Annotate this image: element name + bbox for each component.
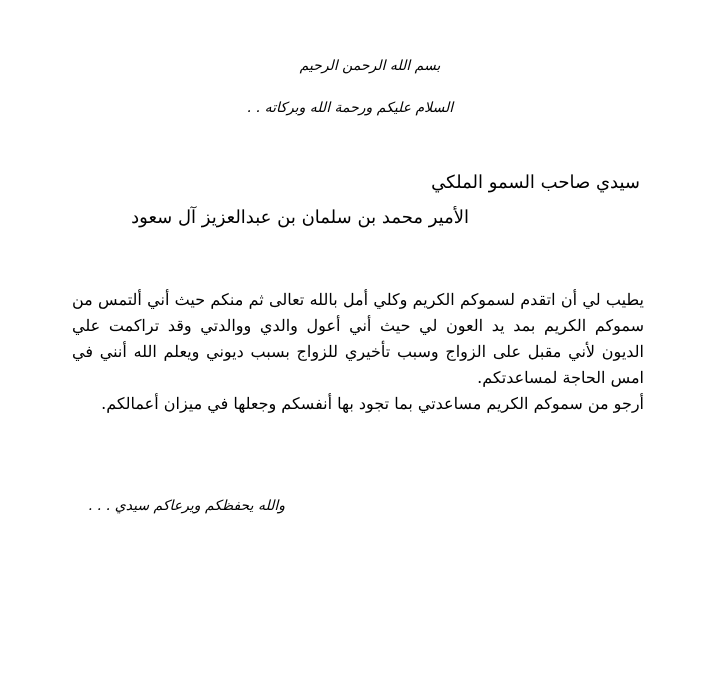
greeting-line: السلام عليكم ورحمة الله وبركاته . . bbox=[246, 100, 454, 116]
body-paragraph-request: يطيب لي أن اتقدم لسموكم الكريم وكلي أمل بالله تعالى ثم منكم حيث أني ألتمس من سموكم الكريم بمد يد العون لي حيث أني أعول والدي ووالدتي وقد تراكمت علي الديون لأني مقبل على الزواج وسبب تأخيري للزواج بسبب ديوني ويعلم الله أنني في امس الحاجة لمساعدتكم. bbox=[72, 290, 645, 387]
addressee-title: سيدي صاحب السمو الملكي bbox=[431, 172, 640, 193]
closing-line: والله يحفظكم ويرعاكم سيدي . . . bbox=[88, 498, 285, 514]
letter-body bbox=[72, 287, 644, 417]
basmala-heading: بسم الله الرحمن الرحيم bbox=[299, 58, 441, 74]
addressee-name: الأمير محمد بن سلمان بن عبدالعزيز آل سعود bbox=[131, 207, 469, 228]
body-paragraph-plea: أرجو من سموكم الكريم مساعدتي بما تجود بها أنفسكم وجعلها في ميزان أعمالكم. bbox=[101, 394, 644, 413]
